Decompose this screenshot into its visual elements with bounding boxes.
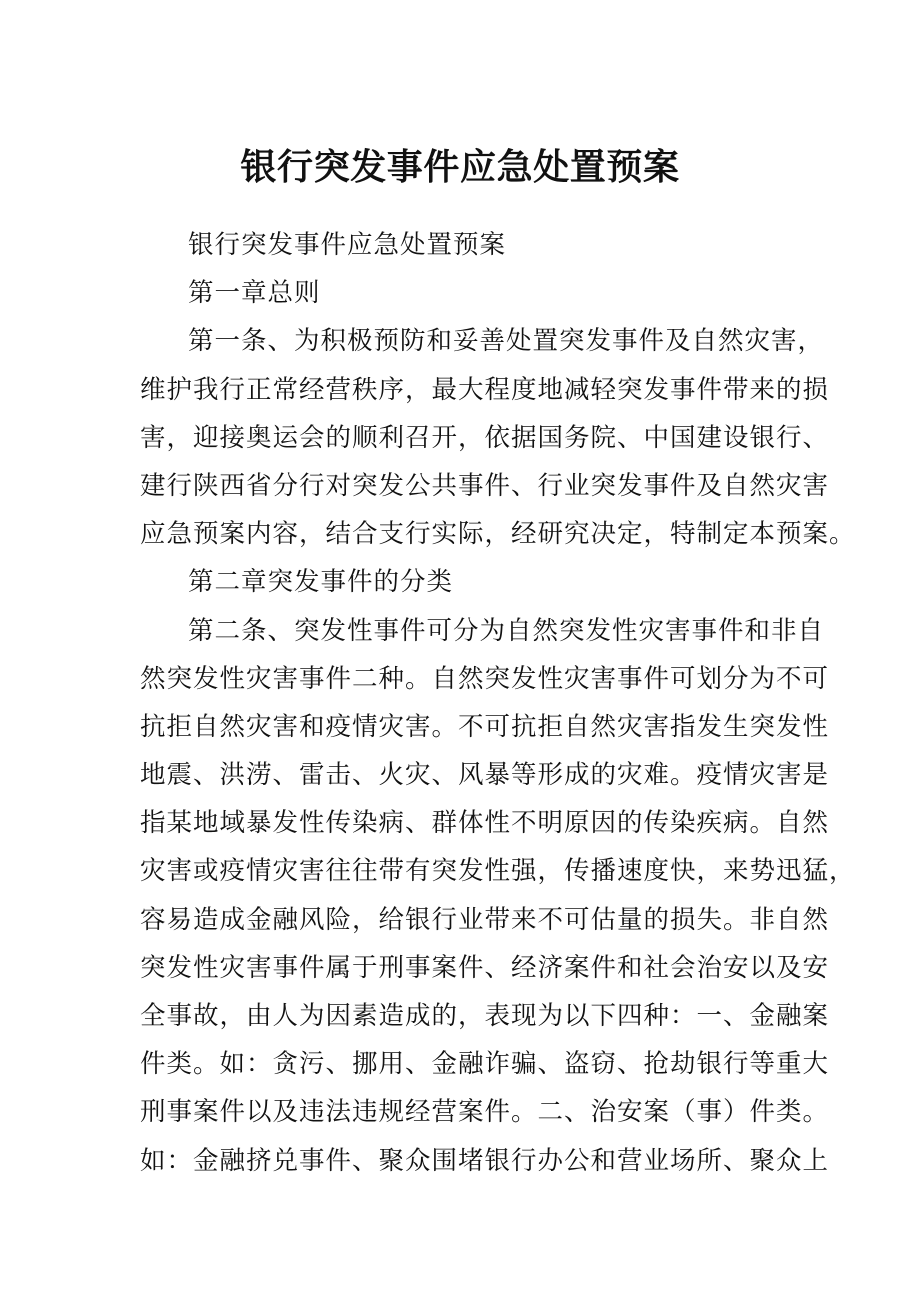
text-line: 突发性灾害事件属于刑事案件、经济案件和社会治安以及安 (140, 952, 830, 983)
text-line: 指某地域暴发性传染病、群体性不明原因的传染疾病。自然 (140, 808, 830, 839)
text-line: 抗拒自然灾害和疫情灾害。不可抗拒自然灾害指发生突发性 (140, 711, 830, 742)
text-line: 维护我行正常经营秩序，最大程度地减轻突发事件带来的损 (140, 374, 830, 405)
text-line: 银行突发事件应急处置预案 (188, 230, 507, 260)
text-line: 害，迎接奥运会的顺利召开，依据国务院、中国建设银行、 (140, 422, 830, 453)
document-body (140, 221, 856, 1185)
text-line: 刑事案件以及违法违规经营案件。二、治安案（事）件类。 (140, 1097, 830, 1128)
text-line: 然突发性灾害事件二种。自然突发性灾害事件可划分为不可 (140, 663, 830, 694)
text-line: 建行陕西省分行对突发公共事件、行业突发事件及自然灾害 (140, 470, 830, 501)
text-line: 灾害或疫情灾害往往带有突发性强，传播速度快，来势迅猛， (140, 856, 856, 887)
document-title: 银行突发事件应急处置预案 (240, 146, 680, 188)
text-line: 全事故，由人为因素造成的，表现为以下四种：一、金融案 (140, 1001, 830, 1031)
text-line: 第一条、为积极预防和妥善处置突发事件及自然灾害， (188, 326, 825, 357)
text-line: 容易造成金融风险，给银行业带来不可估量的损失。非自然 (140, 904, 830, 935)
text-line: 第一章总则 (188, 278, 321, 309)
text-line: 地震、洪涝、雷击、火灾、风暴等形成的灾难。疫情灾害是 (140, 760, 830, 791)
text-line: 如：金融挤兑事件、聚众围堵银行办公和营业场所、聚众上 (140, 1145, 830, 1176)
text-line: 第二条、突发性事件可分为自然突发性灾害事件和非自 (188, 615, 825, 646)
text-line: 应急预案内容，结合支行实际，经研究决定，特制定本预案。 (140, 519, 856, 550)
text-line: 件类。如：贪污、挪用、金融诈骗、盗窃、抢劫银行等重大 (140, 1049, 830, 1080)
text-line: 第二章突发事件的分类 (188, 567, 454, 598)
